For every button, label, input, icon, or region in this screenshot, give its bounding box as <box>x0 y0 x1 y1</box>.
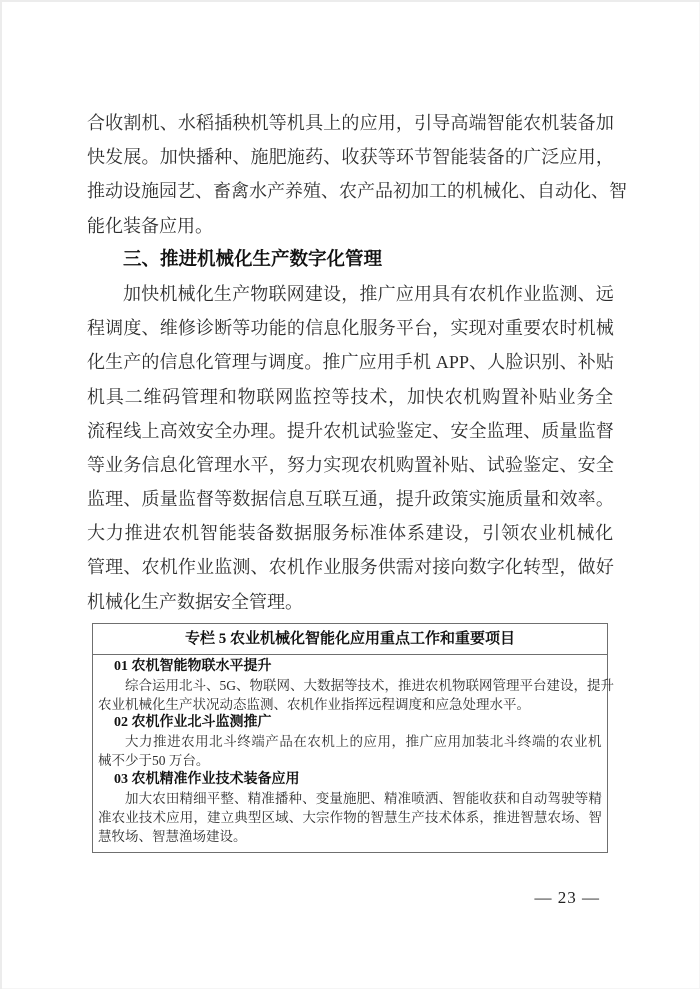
page-content <box>87 106 627 853</box>
body-line: 加快机械化生产物联网建设，推广应用具有农机作业监测、远 <box>123 283 614 304</box>
box-item-line: 准农业技术应用，建立典型区域、大宗作物的智慧生产技术体系，推进智慧农场、智 <box>98 809 602 825</box>
body-line: 快发展。加快播种、施肥施药、收获等环节智能装备的广泛应用， <box>87 147 614 168</box>
feature-box <box>92 623 614 853</box>
box-item-line: 加大农田精细平整、精准播种、变量施肥、精准喷洒、智能收获和自动驾驶等精 <box>125 791 602 807</box>
body-line: 能化装备应用。 <box>87 215 213 236</box>
body-line: 推动设施园艺、畜禽水产养殖、农产品初加工的机械化、自动化、智 <box>87 181 627 202</box>
box-item-heading: 03 农机精准作业技术装备应用 <box>114 772 300 788</box>
feature-box-title: 专栏 5 农业机械化智能化应用重点工作和重要项目 <box>93 624 607 655</box>
body-line: 化生产的信息化管理与调度。推广应用手机 APP、人脸识别、补贴 <box>87 352 614 373</box>
body-line: 程调度、维修诊断等功能的信息化服务平台，实现对重要农时机械 <box>87 318 614 339</box>
body-line: 机具二维码管理和物联网监控等技术，加快农机购置补贴业务全 <box>87 386 614 407</box>
box-item-line: 农业机械化生产状况动态监测、农机作业指挥远程调度和应急处理水平。 <box>98 696 530 712</box>
body-line: 等业务信息化管理水平，努力实现农机购置补贴、试验鉴定、安全 <box>87 454 614 475</box>
section-heading: 三、推进机械化生产数字化管理 <box>123 249 383 270</box>
body-line: 合收割机、水稻插秧机等机具上的应用，引导高端智能农机装备加 <box>87 113 614 133</box>
page-number: — 23 — <box>534 888 600 907</box>
box-item-line: 综合运用北斗、5G、物联网、大数据等技术，推进农机物联网管理平台建设，提升 <box>125 677 614 693</box>
body-line: 机械化生产数据安全管理。 <box>87 591 303 612</box>
box-item-line: 大力推进农用北斗终端产品在农机上的应用，推广应用加装北斗终端的农业机 <box>125 734 602 750</box>
box-item-line: 慧牧场、智慧渔场建设。 <box>98 828 247 844</box>
body-line: 流程线上高效安全办理。提升农机试验鉴定、安全监理、质量监督 <box>87 420 614 441</box>
box-item-heading: 01 农机智能物联水平提升 <box>114 658 272 674</box>
box-item-line: 械不少于50 万台。 <box>98 753 210 769</box>
feature-box-body <box>98 655 614 852</box>
box-item-heading: 02 农机作业北斗监测推广 <box>114 715 272 731</box>
body-line: 管理、农机作业监测、农机作业服务供需对接向数字化转型，做好 <box>87 557 614 578</box>
body-line: 大力推进农机智能装备数据服务标准体系建设，引领农业机械化 <box>87 523 614 544</box>
body-line: 监理、质量监督等数据信息互联互通，提升政策实施质量和效率。 <box>87 489 614 510</box>
